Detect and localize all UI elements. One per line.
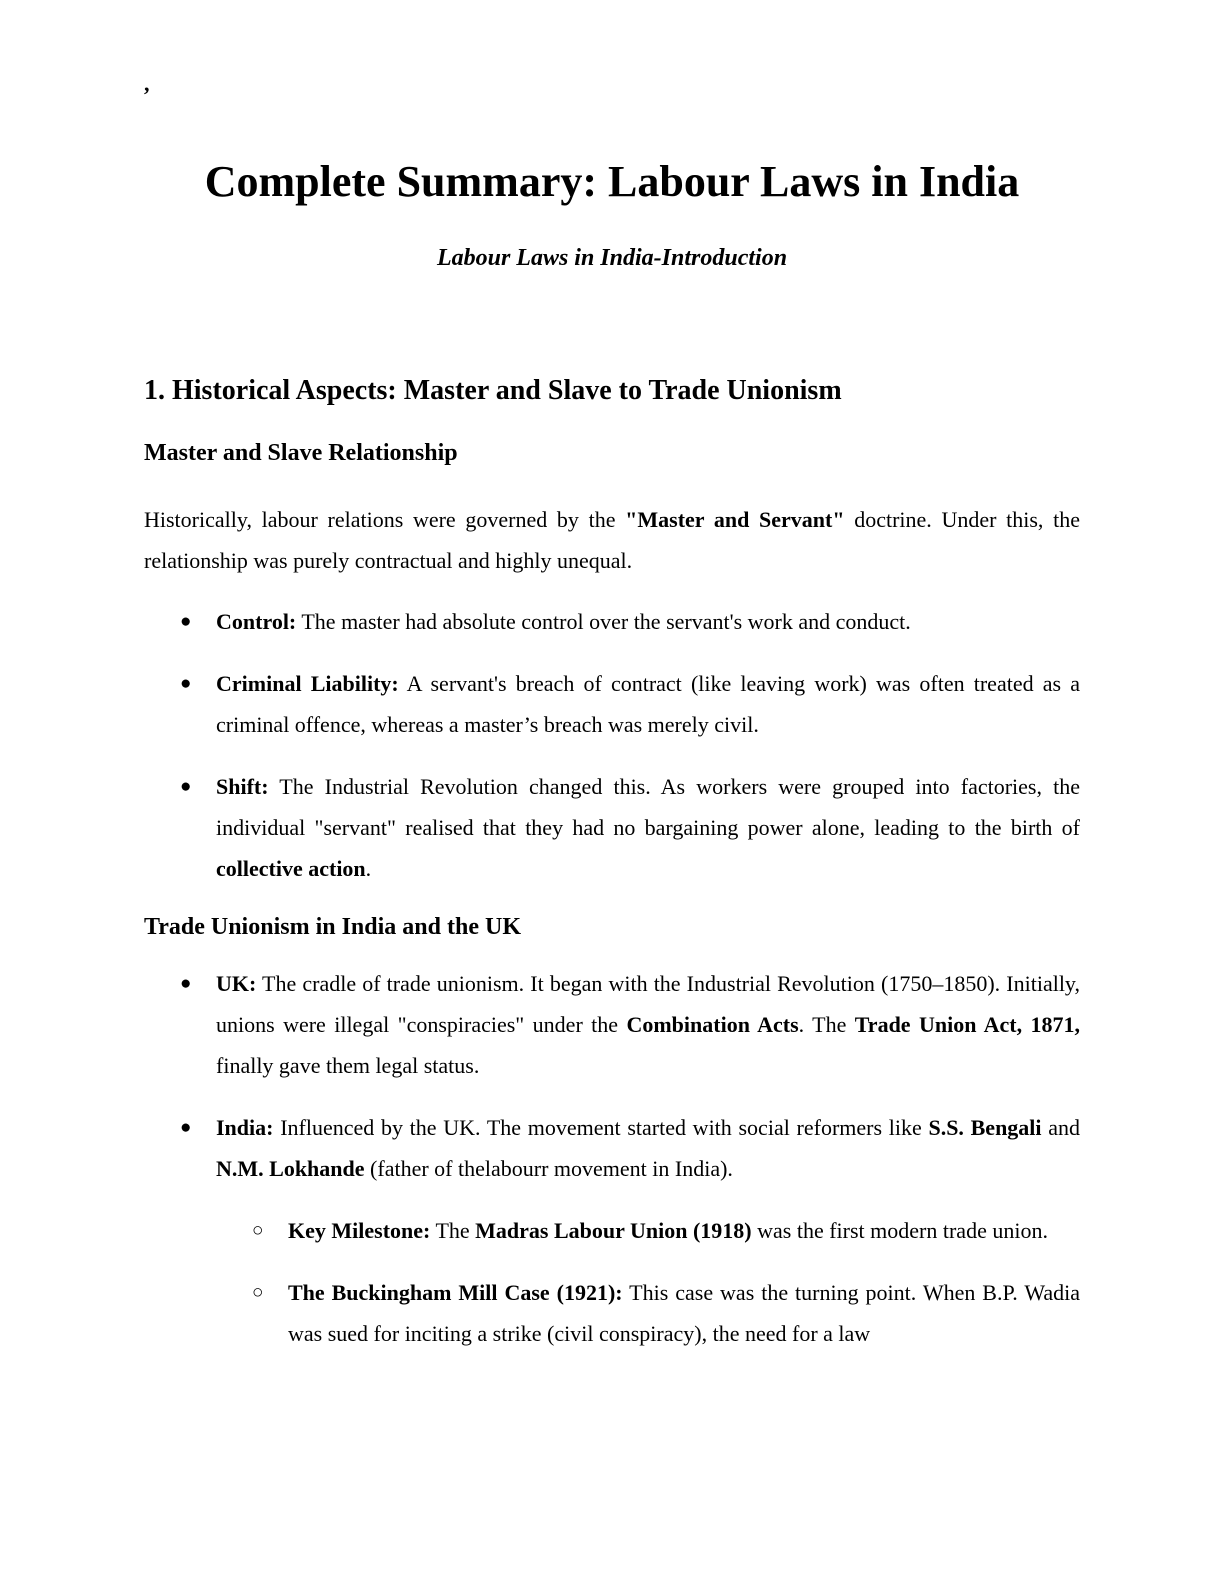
bullet-icon: ●	[180, 776, 192, 797]
list-item-text: India: Influenced by the UK. The movement started with social reformers like S.S. Bengali and N.M. Lokhande (father of thelabourr movement in India).	[216, 1115, 1081, 1181]
list-item-text: Key Milestone: The Madras Labour Union (1918) was the first modern trade union.	[288, 1218, 1048, 1243]
hollow-bullet-icon: ○	[252, 1220, 264, 1241]
list-item	[144, 601, 1080, 642]
list-item	[144, 1210, 1080, 1251]
stray-comma: ,	[144, 71, 150, 96]
intro-paragraph: Historically, labour relations were governed by the "Master and Servant" doctrine. Under this, the relationship was purely contractual and highly unequal.	[144, 507, 1080, 573]
list-item-text: UK: The cradle of trade unionism. It began with the Industrial Revolution (1750–1850). Initially, unions were illegal "conspiracies" under the Combination Acts. The Trade Union Act, 1871, finally gave them legal status.	[216, 971, 1081, 1078]
list-item-text: Shift: The Industrial Revolution changed this. As workers were grouped into factories, the individual "servant" realised that they had no bargaining power alone, leading to the birth of collective action.	[216, 774, 1080, 881]
subsection-heading-trade-unionism: Trade Unionism in India and the UK	[144, 914, 521, 940]
list-item	[144, 1107, 1080, 1189]
sub-bullet-list-india	[144, 1210, 1080, 1354]
bullet-list-trade-unionism	[144, 963, 1080, 1354]
list-item-text: Control: The master had absolute control over the servant's work and conduct.	[216, 609, 911, 634]
subsection-heading-master-slave: Master and Slave Relationship	[144, 440, 458, 466]
document-title: Complete Summary: Labour Laws in India	[204, 157, 1020, 206]
hollow-bullet-icon: ○	[252, 1282, 264, 1303]
bullet-icon: ●	[180, 973, 192, 994]
bullet-icon: ●	[180, 1117, 192, 1138]
list-item	[144, 766, 1080, 889]
list-item	[144, 963, 1080, 1086]
list-item	[144, 1272, 1080, 1354]
list-item-text: The Buckingham Mill Case (1921): This case was the turning point. When B.P. Wadia was sued for inciting a strike (civil conspiracy), the need for a law	[288, 1280, 1080, 1346]
list-item	[144, 663, 1080, 745]
bullet-list-master-slave	[144, 601, 1080, 889]
document-subtitle: Labour Laws in India-Introduction	[436, 245, 788, 271]
bullet-icon: ●	[180, 673, 192, 694]
section-heading-historical-aspects: 1. Historical Aspects: Master and Slave to Trade Unionism	[144, 375, 842, 406]
bullet-icon: ●	[180, 611, 192, 632]
list-item-text: Criminal Liability: A servant's breach of contract (like leaving work) was often treated as a criminal offence, whereas a master’s breach was merely civil.	[216, 671, 1080, 737]
